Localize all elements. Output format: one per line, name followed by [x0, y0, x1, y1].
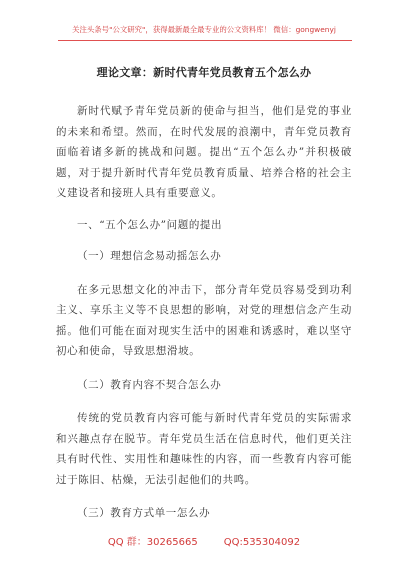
subsection-heading-2: （二）教育内容不契合怎么办: [77, 378, 222, 391]
header-banner: 关注头条号"公文研究"，获得最新最全最专业的公文资料库！ 微信：gongwenyj: [72, 25, 336, 34]
paragraph-1: 在多元思想文化的冲击下，部分青年党员容易受到功利主义、享乐主义等不良思想的影响，对党的理想信念产生动摇。他们可能在面对现实生活中的困难和诱惑时，难以坚守初心和使命，导致思想滑坡。: [56, 283, 352, 357]
intro-paragraph: 新时代赋予青年党员新的使命与担当，他们是党的事业的未来和希望。然而，在时代发展的浪潮中，青年党员教育面临着诸多新的挑战和问题。提出“五个怎么办”并积极破题，对于提升新时代青年党员教育质量、培养合格的社会主义建设者和接班人具有重要意义。: [56, 105, 352, 199]
document-body: [56, 64, 352, 524]
subsection-heading-1: （一）理想信念易动摇怎么办: [77, 250, 222, 262]
header-divider: [58, 40, 352, 41]
footer-qq-group: QQ 群：30265665: [107, 537, 198, 548]
footer-contact: [0, 533, 408, 548]
document-title: 理论文章：新时代青年党员教育五个怎么办: [96, 66, 312, 79]
paragraph-2: 传统的党员教育内容可能与新时代青年党员的实际需求和兴趣点存在脱节。青年党员生活在信息时代，他们更关注具有时代性、实用性和趣味性的内容，而一些教育内容可能过于陈旧、枯燥，无法引起他们的共鸣。: [56, 412, 352, 486]
footer-qq: QQ:535304092: [223, 537, 301, 548]
subsection-heading-3: （三）教育方式单一怎么办: [77, 507, 211, 519]
section-heading-1: 一、“五个怎么办”问题的提出: [77, 218, 223, 231]
